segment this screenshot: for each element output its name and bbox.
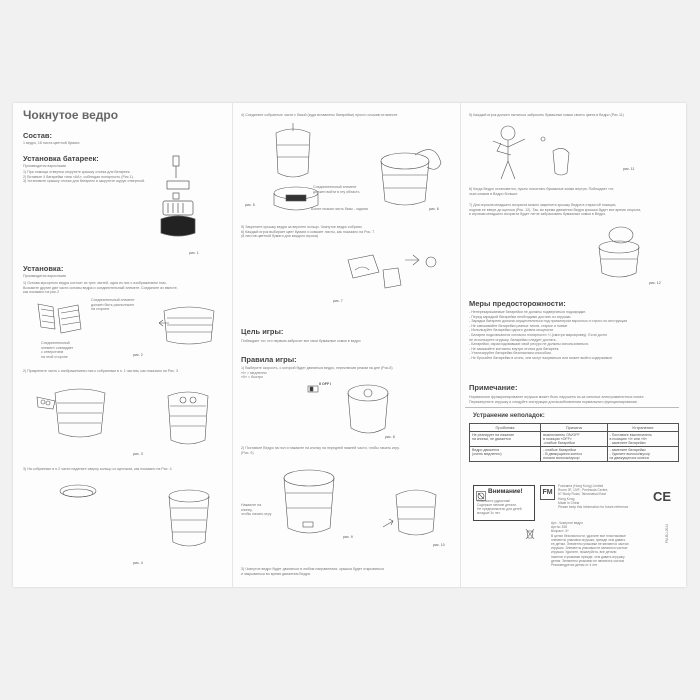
instruction-sheet [13, 103, 686, 587]
table-cell: - слабые батарейки - В движущиеся колесо попали волосы/мусор [541, 447, 607, 462]
start-button-callout: Нажмите на кнопку, чтобы начать игру [241, 503, 272, 517]
composition-heading: Состав: [23, 131, 53, 140]
ce-mark: CE [653, 489, 672, 504]
battery-sub: Производится взрослыми [23, 164, 66, 168]
safety-heading: Меры предосторожности: [469, 299, 566, 308]
table-row [470, 432, 679, 447]
moving-bucket-illustration [381, 483, 441, 538]
separator [465, 407, 679, 408]
assembly-step-1: 1) Основа мусорного ведра состоит из трех частей, одна из них с изображением глаз. Возьмите другие две части основы ведра и соединительный элемент. Соедините их вместе, как показано на рис.2 [23, 281, 178, 295]
assembly-step-3: 3) На собранные в п.2 части наденьте сверху кольцо со щелчком, как показано на Рис. 4 [23, 467, 172, 471]
assembly-step-5-6: 5) Закрепите крышку ведра за верхнее кольцо. Чокнутое ведро собрано. 6) Каждый игрок выбирает цвет бумаги и комкает листы, как показано на Рис. 7 (8 листов цветной бумаги для каждого игрока) [241, 225, 375, 239]
product-info: Арт.: Чокнутое ведро Арт.№ 336 Возраст: 4+ В целях безопасности, удалите все пластиковые элементы упаковки игрушки, прежде чем давать ее детям. Элементы упаковки не являются частью игрушки. Элементы упаковки не являются частью игрушки. Удалите, пожалуйста, все детали пакетов и упаковки прежде, чем давать игрушку детям. Элементы упаковки не являются частью Рекомендуется детям от 4 лет [551, 521, 629, 568]
figure-10-label: рис. 10 [433, 543, 445, 547]
assembly-callout-a: Соединительный элемент должен быть расположен на стороне [91, 298, 135, 312]
table-cell: Ведро движется (очень медленно) [470, 447, 541, 462]
eyes-part-illustration [35, 383, 125, 443]
bucket-button-illustration [277, 468, 342, 538]
figure-9-label: рис. 9 [343, 535, 353, 539]
bucket-top-illustration [268, 123, 318, 183]
bucket-bottom-illustration [343, 383, 393, 438]
open-lid-bucket-illustration [593, 225, 648, 280]
goal-text: Побеждает тот, кто первым забросит все свои бумажные комки в ведро [241, 339, 361, 343]
figure-2-label: рис. 2 [133, 353, 143, 357]
rules-step-7: 7) Для игроков младшего возраста можно закрепить крышку Ведра в открытой позиции, подняв ее вверх до щелчка (Рис. 12). Так, во время движения Ведра крышка будет все время открыта, и игрокам младшего возраста будет легче забрасывать бумажные комки в Ведро. [469, 203, 642, 217]
assembly-parts-illustration [33, 299, 93, 339]
table-cell: - замените батарейки - Удалите волосы/мусор из движущегося колеса [607, 447, 679, 462]
assembled-parts-illustration [159, 303, 219, 348]
figure-11-label: рис. 11 [623, 167, 635, 171]
rules-step-2: 2) Поставьте Ведро на пол и нажмите на кнопку на передней нижней части, чтобы начать игру. (Рис. 9) [241, 446, 400, 455]
player-throwing-illustration [483, 121, 573, 181]
assembly-step-4: 4) Соедините собранные части с базой (куда вставлены батарейки) просто сложив их вместе. [241, 113, 399, 117]
fold-line-left [232, 103, 233, 587]
assembly-callout-c: Соединительный элемент должен войти в эту область [313, 185, 360, 194]
figure-5-label: рис. 5 [245, 203, 255, 207]
table-row [470, 447, 679, 462]
table-header-row [470, 424, 679, 432]
figure-8-label: рис. 8 [385, 435, 395, 439]
warning-text: Опасность удушения! Содержит мелкие детали. Не предназначено для детей младше 3х лет. [477, 499, 522, 515]
table-header: Проблема [470, 424, 541, 432]
ring-illustration [58, 481, 98, 503]
figure-7-label: рис. 7 [333, 299, 343, 303]
assembly-callout-b: Соединительный элемент совпадает с отверстием на этой стороне [41, 341, 74, 359]
warning-title: Внимание! [488, 488, 523, 495]
table-cell: - Поставьте выключатель в позицию «I» или «II» - замените батарейки [607, 432, 679, 447]
table-cell: Не реагирует на нажатие на кнопки, не движется [470, 432, 541, 447]
assembled-base-illustration [163, 388, 213, 448]
assembly-sub: Производится взрослыми [23, 274, 66, 278]
figure-1-label: рис. 1 [189, 251, 199, 255]
troubleshooting-heading: Устранение неполадок: [473, 412, 545, 419]
battery-illustration [153, 153, 203, 238]
table-header: Причина [541, 424, 607, 432]
assembly-heading: Установка: [23, 264, 64, 273]
page-title: Чокнутое ведро [23, 108, 119, 122]
fold-line-right [460, 103, 461, 587]
composition-text: 1 ведро, 16 листа цветной бумаги. [23, 141, 81, 145]
figure-4-label: рис. 4 [133, 561, 143, 565]
goal-heading: Цель игры: [241, 327, 284, 336]
recycle-bin-icon [525, 527, 535, 539]
battery-steps: 1) При помощи отвертки открутите крышку отсека для батареек. 2) Вставьте 4 батарейки типа «АА», соблюдая полярность (Рис.1). 3) Установите крышку отсека для батареек и закрутите шуруп отверткой. [23, 170, 145, 184]
crumple-paper-illustration [343, 250, 438, 300]
figure-3-label: рис. 3 [133, 452, 143, 456]
warning-box [473, 485, 535, 521]
assembly-callout-d: Более низкая часть базы - задняя [311, 207, 368, 211]
note-text: Нормальное функционирование игрушки может быть нарушено из-за сильных электромагнитных помех. Перезапустите игрушку и следуйте инструкции для возобновления нормального функционирования [469, 395, 645, 404]
figure-6-label: рис. 6 [429, 207, 439, 211]
assembly-step-2: 2) Прикрепите часть с изображением глаз к собранным в п. 1 частям, как показано на Рис. 3 [23, 369, 178, 373]
rules-step-3: 3) Чокнутое ведро будет двигаться в любом направлении, крышка будет открываться и закрываться во время движения Ведра. [241, 567, 384, 576]
note-heading: Примечание: [469, 383, 518, 392]
rules-step-1: 1) Выберите скорость, с которой будет двигаться ведро, переключив режим на дне (Рис.8) «I» = медленно «II» = быстро [241, 366, 393, 380]
side-code: FM-RU-2014 [665, 523, 669, 543]
manufacturer-info: Fotorama (Hong Kong) Limited Room 3F, 10/F., Peninsula Centre, 67 Mody Road, Tsimshatsui East Hong Kong Made in China Please keep this information for future reference [558, 484, 629, 510]
table-header: Устранение [607, 424, 679, 432]
rules-step-5: 5) Каждый игрок должен пытаться забросить бумажные комки своего цвета в Ведро (Рис.11) [469, 113, 624, 117]
table-cell: выключатель ON/OFF в позиции «OFF» -слабые батарейки [541, 432, 607, 447]
fm-logo: FM [540, 485, 555, 500]
figure-12-label: рис. 12 [649, 281, 661, 285]
rules-step-6: 6) Когда Ведро остановится, нужно посчитать бумажные комки внутри. Побеждает тот, чьих комков в Ведро больше. [469, 187, 614, 196]
rules-heading: Правила игры: [241, 355, 297, 364]
bucket-with-ring-illustration [165, 488, 213, 550]
battery-heading: Установка батареек: [23, 154, 99, 163]
warning-icon [476, 488, 486, 498]
safety-text: - Неперезаряжаемые батарейки не должны подвергаться подзарядке. - Перед зарядкой батарейки необходимо достать из игрушки. - Зарядка батареек должна осуществляться под присмотром взрослых и строго по инструкции - Не смешивайте батарейки разных типов, старые и новые - Используйте батарейки одного уровня мощности - Батареи подключаются согласно полярности +/-(смотри маркировку). Если долго не используете игрушку, батарейки следует достать. - Батарейки, израсходовавшие свой ресурс не должны использоваться. - Не замыкайте контакты внутри отсека для батареек. - Утилизируйте батарейки безопасным способом. - Не бросайте батарейки в огонь, они могут взорваться или может выйти содержимое [469, 310, 628, 360]
troubleshooting-table [469, 423, 679, 462]
lid-attach-illustration [375, 143, 445, 208]
speed-switch-labels: II OFF I [319, 382, 332, 386]
